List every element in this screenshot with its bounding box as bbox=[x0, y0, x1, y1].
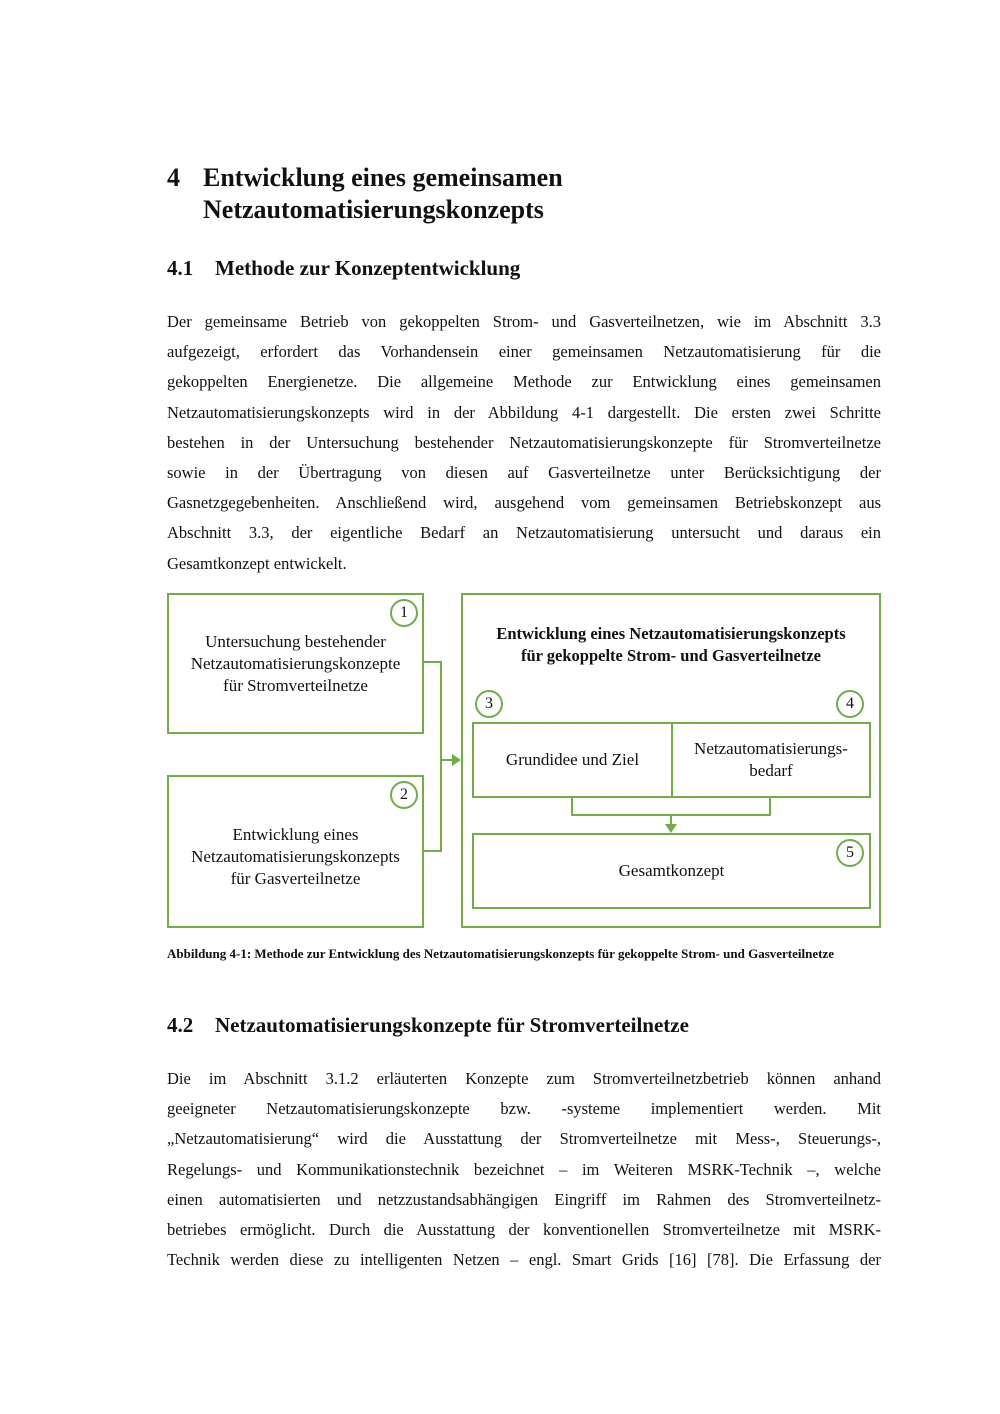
paragraph-line: betriebes ermöglicht. Durch die Ausstattung der konventionellen Stromverteilnetze mit MSRK- bbox=[167, 1219, 881, 1239]
step-number-2: 2 bbox=[390, 781, 418, 809]
step-number-1: 1 bbox=[390, 599, 418, 627]
paragraph-line: aufgezeigt, erfordert das Vorhandensein einer gemeinsamen Netzautomatisierung für die bbox=[167, 342, 881, 362]
section-number: 4.2 bbox=[167, 1013, 194, 1037]
outer-title-line: für gekoppelte Strom- und Gasverteilnetze bbox=[520, 646, 821, 665]
paragraph-line: Die im Abschnitt 3.1.2 erläuterten Konzepte zum Stromverteilnetzbetrieb können anhand bbox=[167, 1069, 881, 1088]
step-box-4 bbox=[671, 722, 871, 798]
chapter-number: 4 bbox=[167, 163, 180, 192]
step-box-1 bbox=[167, 593, 424, 734]
paragraph-line: „Netzautomatisierung“ wird die Ausstattung der Stromverteilnetze mit Mess-, Steuerungs-, bbox=[167, 1129, 881, 1149]
paragraph-line: geeigneter Netzautomatisierungskonzepte bzw. -systeme implementiert werden. Mit bbox=[167, 1099, 881, 1119]
paragraph-line: einen automatisierten und netzzustandsabhängigen Eingriff im Rahmen des Stromverteilnetz- bbox=[167, 1189, 881, 1209]
box-text: Entwicklung eines bbox=[232, 824, 359, 844]
outer-title-line: Entwicklung eines Netzautomatisierungskonzepts bbox=[496, 624, 846, 643]
chapter-title-line: Netzautomatisierungskonzepts bbox=[203, 195, 544, 224]
paragraph-line: Abschnitt 3.3, der eigentliche Bedarf an Netzautomatisierung untersucht und daraus ein bbox=[167, 523, 881, 543]
section-title: Methode zur Konzeptentwicklung bbox=[215, 256, 521, 280]
box-text: Netzautomatisierungs- bbox=[694, 739, 848, 758]
paragraph-line: Regelungs- und Kommunikationstechnik bezeichnet – im Weiteren MSRK-Technik –, welche bbox=[167, 1159, 881, 1179]
paragraph-line: Gasnetzgegebenheiten. Anschließend wird, ausgehend vom gemeinsamen Betriebskonzept aus bbox=[167, 493, 881, 513]
section-number: 4.1 bbox=[167, 256, 194, 280]
section-title: Netzautomatisierungskonzepte für Stromverteilnetze bbox=[215, 1013, 689, 1037]
box-text: Untersuchung bestehender bbox=[205, 631, 386, 651]
chapter-title-line: Entwicklung eines gemeinsamen bbox=[203, 163, 563, 192]
paragraph-line: sowie in der Übertragung von diesen auf Gasverteilnetze unter Berücksichtigung der bbox=[167, 462, 881, 482]
figure-caption: Abbildung 4-1: Methode zur Entwicklung des Netzautomatisierungskonzepts für gekoppelte Strom- und Gasverteilnetze bbox=[167, 946, 834, 961]
section-heading bbox=[167, 1013, 689, 1038]
step-number-3: 3 bbox=[475, 690, 503, 718]
box-text: Grundidee und Ziel bbox=[505, 750, 640, 769]
paragraph-line: Der gemeinsame Betrieb von gekoppelten Strom- und Gasverteilnetzen, wie im Abschnitt 3.3 bbox=[167, 312, 881, 331]
paragraph-line: Technik werden diese zu intelligenten Netzen – engl. Smart Grids [16] [78]. Die Erfassung der bbox=[167, 1250, 881, 1270]
step-box-5 bbox=[472, 833, 871, 909]
paragraph-line: Netzautomatisierungskonzepts wird in der Abbildung 4-1 dargestellt. Die ersten zwei Schritte bbox=[167, 402, 881, 422]
arrow-icon bbox=[452, 754, 461, 766]
box-text: Netzautomatisierungskonzepts bbox=[191, 846, 400, 866]
paragraph-line: gekoppelten Energienetze. Die allgemeine Methode zur Entwicklung eines gemeinsamen bbox=[167, 372, 881, 392]
paragraph-line: bestehen in der Untersuchung bestehender Netzautomatisierungskonzepte für Stromverteilnetze bbox=[167, 432, 881, 452]
step-number-4: 4 bbox=[836, 690, 864, 718]
step-box-2 bbox=[167, 775, 424, 928]
box-text: Gesamtkonzept bbox=[618, 861, 725, 880]
box-text: bedarf bbox=[749, 761, 793, 780]
box-text: Netzautomatisierungskonzepte bbox=[190, 653, 401, 673]
box-text: für Gasverteilnetze bbox=[230, 868, 361, 888]
box-text: für Stromverteilnetze bbox=[223, 675, 368, 695]
step-number-5: 5 bbox=[836, 839, 864, 867]
paragraph bbox=[167, 1064, 881, 1275]
step-box-3 bbox=[472, 722, 673, 798]
paragraph-line: Gesamtkonzept entwickelt. bbox=[167, 553, 347, 573]
